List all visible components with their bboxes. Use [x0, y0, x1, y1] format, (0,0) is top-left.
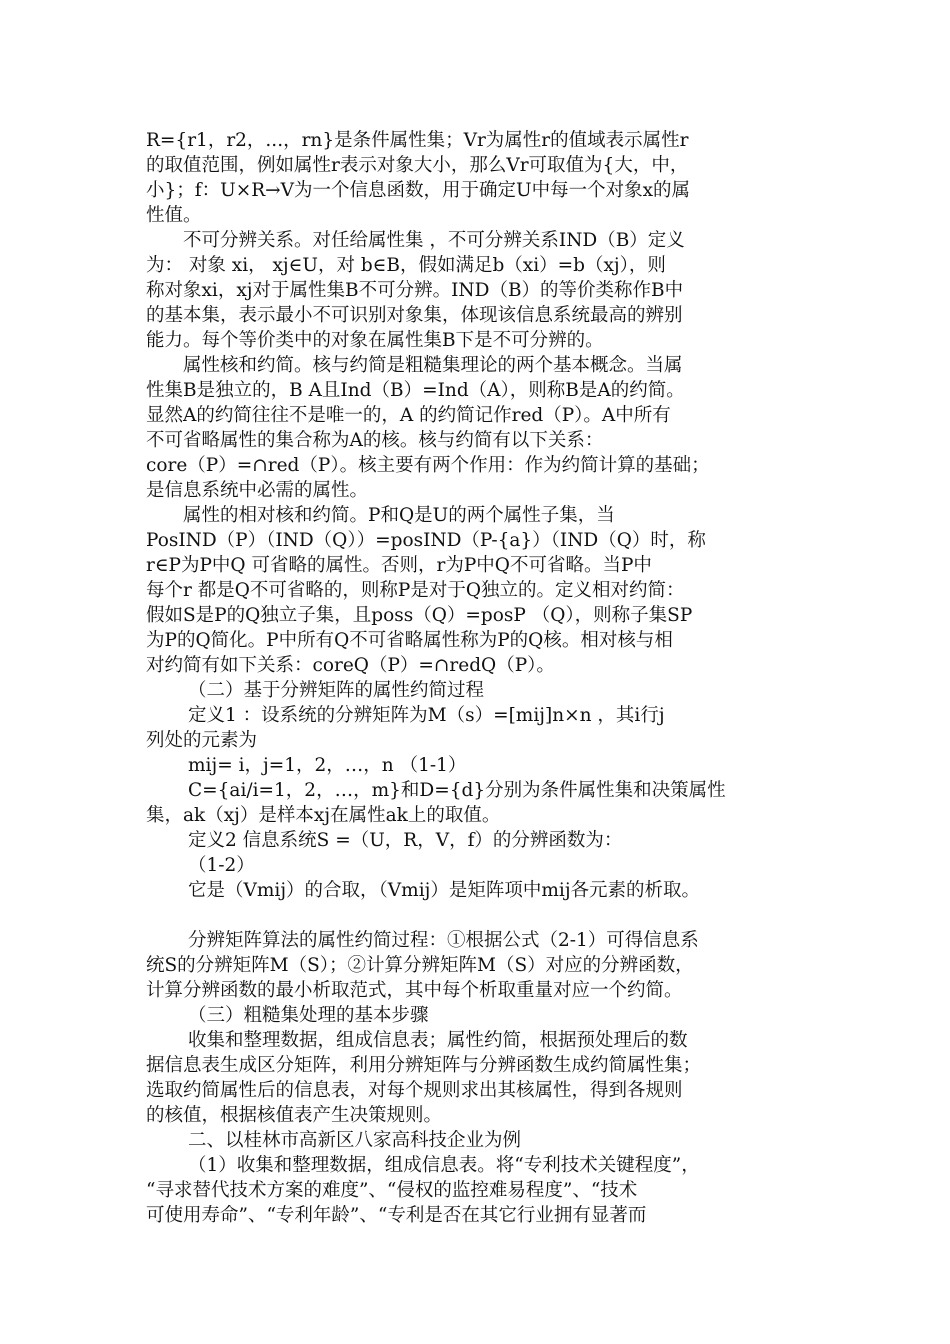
- text-line: 的基本集，表示最小不可识别对象集，体现该信息系统最高的辨别: [146, 305, 683, 326]
- text-line: 为： 对象 xi， xj∈U，对 b∈B，假如满足b（xi）=b（xj），则: [146, 255, 666, 276]
- text-line: 对约简有如下关系：coreQ（P）=∩redQ（P）。: [146, 655, 555, 676]
- text-line: 收集和整理数据，组成信息表；属性约简，根据预处理后的数: [188, 1030, 688, 1051]
- text-line: core（P）=∩red（P）。核主要有两个作用：作为约简计算的基础；: [146, 455, 710, 476]
- text-line: PosIND（P）（IND（Q））=posIND（P-{a}）（IND（Q）时，称: [146, 530, 706, 551]
- text-line: r∈P为P中Q 可省略的属性。否则，r为P中Q不可省略。当P中: [146, 555, 652, 576]
- text-line: 二、以桂林市高新区八家高科技企业为例: [188, 1130, 522, 1151]
- text-line: 显然A的约简往往不是唯一的，A 的约简记作red（P）。A中所有: [146, 405, 671, 426]
- text-line: 性值。: [146, 205, 202, 226]
- text-line: 的取值范围，例如属性r表示对象大小，那么Vr可取值为{大，中，: [146, 155, 689, 176]
- text-line: mij= i，j=1，2，…，n （1-1）: [188, 755, 467, 776]
- text-line: 定义2 信息系统S =（U，R，V，f）的分辨函数为：: [188, 830, 623, 851]
- text-line: 假如S是P的Q独立子集，且poss（Q）=posP （Q），则称子集SP: [146, 605, 693, 626]
- text-line: 的核值，根据核值表产生决策规则。: [146, 1105, 443, 1126]
- text-line: R={r1，r2，...，rn}是条件属性集；Vr为属性r的值域表示属性r: [146, 130, 689, 151]
- text-line: 选取约简属性后的信息表，对每个规则求出其核属性，得到各规则: [146, 1080, 683, 1101]
- text-line: 可使用寿命”、“专利年龄”、“专利是否在其它行业拥有显著而: [146, 1205, 647, 1226]
- text-line: 计算分辨函数的最小析取范式，其中每个析取重量对应一个约简。: [146, 980, 683, 1001]
- text-line: 称对象xi，xj对于属性集B不可分辨。IND（B）的等价类称作B中: [146, 280, 684, 301]
- text-line: 不可分辨关系。对任给属性集 ，不可分辨关系IND（B）定义: [183, 230, 685, 251]
- text-line: （1-2）: [188, 855, 255, 876]
- text-line: 分辨矩阵算法的属性约简过程：①根据公式（2-1）可得信息系: [188, 930, 699, 951]
- text-line: 定义1 ：设系统的分辨矩阵为M（s）=[mij]n×n ，其i行j: [188, 705, 665, 726]
- text-line: 列处的元素为: [146, 730, 258, 751]
- blank-line: [146, 903, 806, 928]
- text-line: “寻求替代技术方案的难度”、“侵权的监控难易程度”、“技术: [146, 1180, 638, 1201]
- text-line: 是信息系统中必需的属性。: [146, 480, 369, 501]
- text-line: 它是（Vmij）的合取，（Vmij）是矩阵项中mij各元素的析取。: [188, 880, 701, 901]
- text-line: 属性核和约简。核与约简是粗糙集理论的两个基本概念。当属: [183, 355, 683, 376]
- text-line: 统S的分辨矩阵M（S）；②计算分辨矩阵M（S）对应的分辨函数，: [146, 955, 694, 976]
- text-line: 不可省略属性的集合称为A的核。核与约简有以下关系：: [146, 430, 604, 451]
- text-line: 属性的相对核和约简。P和Q是U的两个属性子集，当: [183, 505, 615, 526]
- text-line: 据信息表生成区分矩阵，利用分辨矩阵与分辨函数生成约简属性集；: [146, 1055, 702, 1076]
- text-line: 小}；f：U×R→V为一个信息函数，用于确定U中每一个对象x的属: [146, 180, 691, 201]
- text-line: （二）基于分辨矩阵的属性约简过程: [188, 680, 485, 701]
- text-line: 每个r 都是Q不可省略的，则称P是对于Q独立的。定义相对约简：: [146, 580, 685, 601]
- text-line: 能力。每个等价类中的对象在属性集B下是不可分辨的。: [146, 330, 604, 351]
- text-line: （1）收集和整理数据，组成信息表。将“专利技术关键程度”，: [188, 1155, 700, 1176]
- document-body: [146, 128, 806, 1228]
- text-line: 性集B是独立的，B A且Ind（B）=Ind（A），则称B是A的约简。: [146, 380, 685, 401]
- text-line: C={ai/i=1，2，…，m}和D={d}分别为条件属性集和决策属性: [188, 780, 726, 801]
- text-line: （三）粗糙集处理的基本步骤: [188, 1005, 429, 1026]
- text-line: 集，ak（xj）是样本xj在属性ak上的取值。: [146, 805, 501, 826]
- text-line: 为P的Q简化。P中所有Q不可省略属性称为P的Q核。相对核与相: [146, 630, 673, 651]
